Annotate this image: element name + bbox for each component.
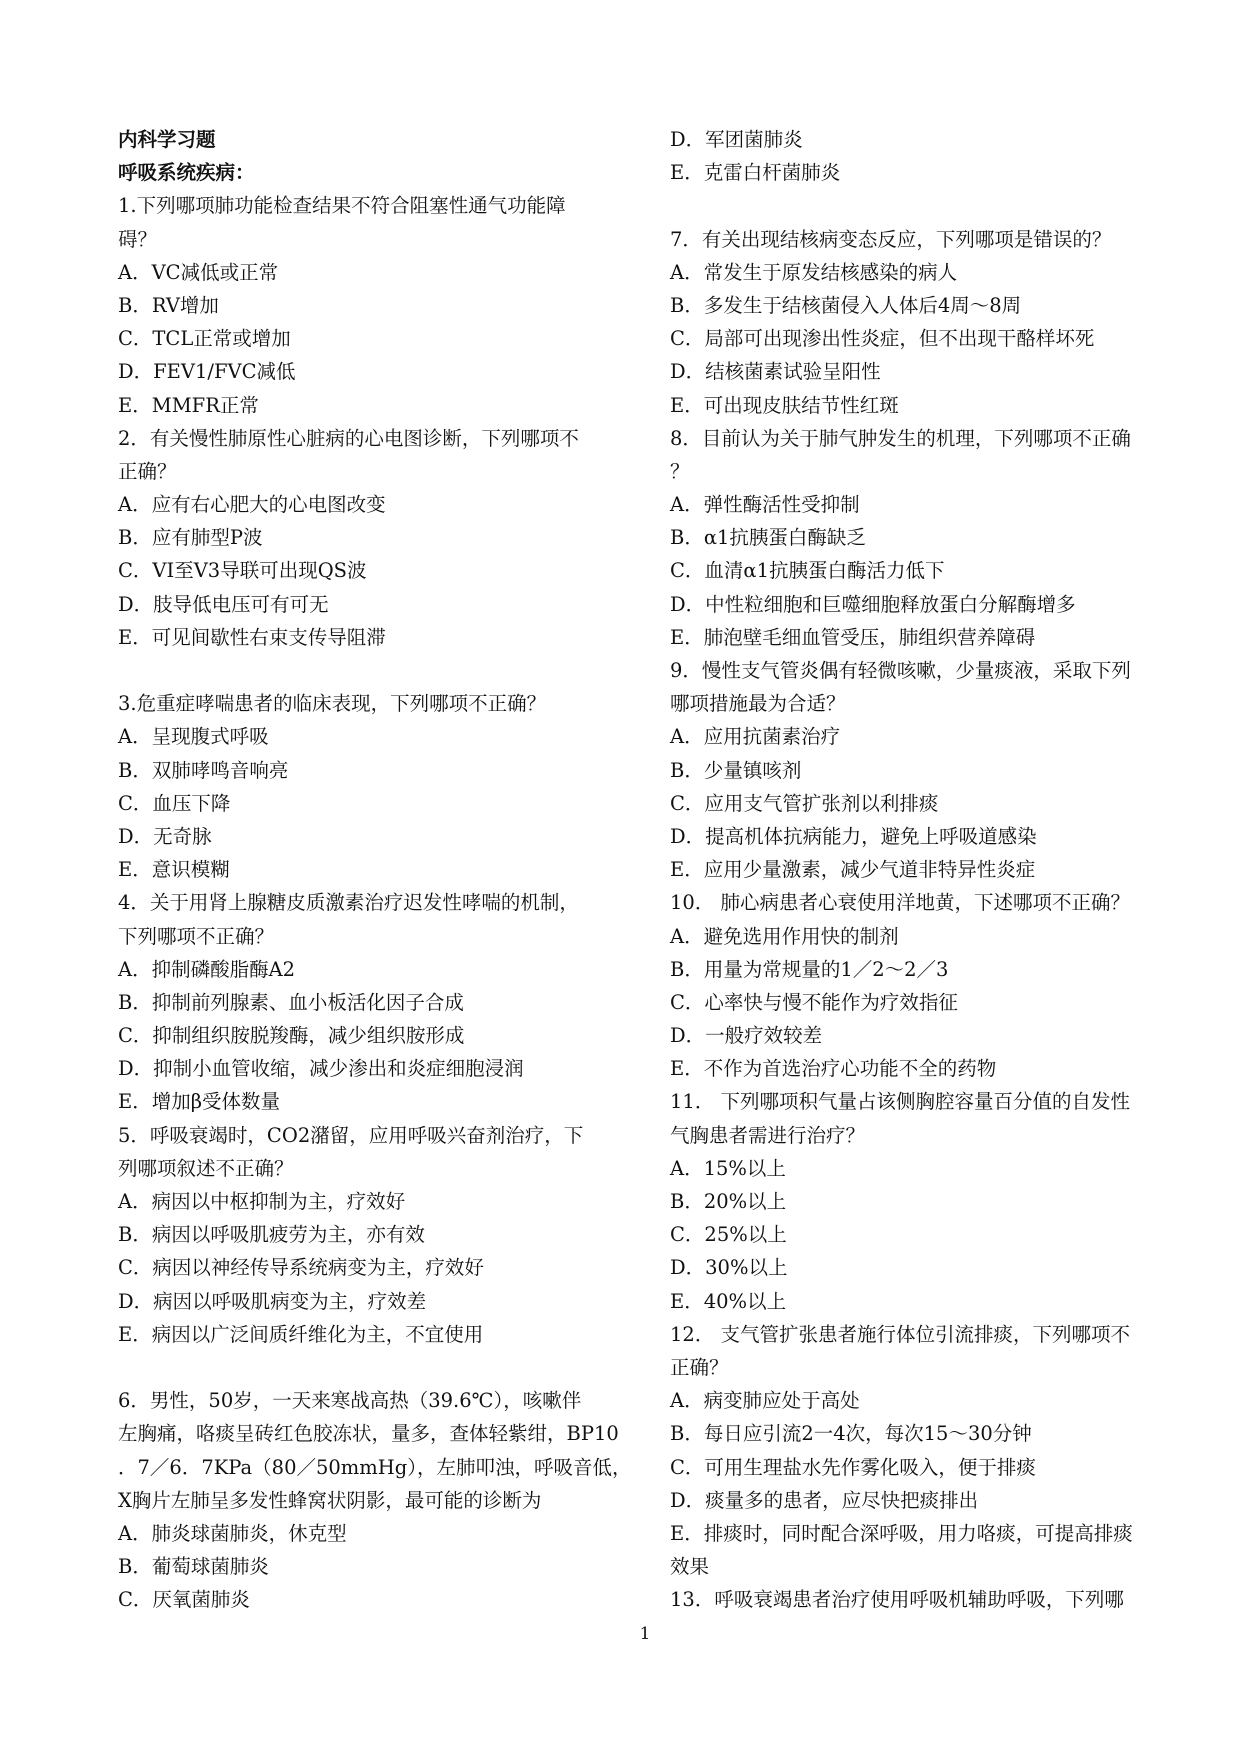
- question-stem: X胸片左肺呈多发性蜂窝状阴影，最可能的诊断为: [118, 1488, 542, 1512]
- question-1: [118, 189, 638, 421]
- option-e-continued: 效果: [670, 1555, 710, 1579]
- option-d: D．军团菌肺炎: [670, 128, 803, 151]
- question-stem: 10． 肺心病患者心衰使用洋地黄，下述哪项不正确？: [670, 891, 1131, 915]
- question-stem: 列哪项叙述不正确？: [118, 1156, 294, 1180]
- option-b: B．少量镇咳剂: [670, 758, 802, 782]
- spacer: [118, 654, 638, 687]
- option-c: C．血压下降: [118, 791, 231, 815]
- option-a: A．避免选用作用快的制剂: [670, 924, 899, 948]
- question-3: [118, 687, 638, 886]
- page-number: 1: [639, 1624, 651, 1644]
- option-d: D．30%以上: [670, 1256, 788, 1280]
- option-a: A．应有右心肥大的心电图改变: [118, 493, 386, 517]
- option-e: E．增加β受体数量: [118, 1090, 281, 1114]
- question-stem: 碍？: [118, 227, 158, 251]
- question-13: [670, 1583, 1190, 1616]
- option-c: C．局部可出现渗出性炎症，但不出现干酪样坏死: [670, 327, 1095, 351]
- question-10: [670, 886, 1190, 1085]
- option-d: D．结核菌素试验呈阳性: [670, 360, 881, 384]
- option-e: E．克雷白杆菌肺炎: [670, 161, 841, 185]
- question-stem: 哪项措施最为合适？: [670, 692, 846, 716]
- option-b: B．RV增加: [118, 293, 219, 317]
- question-stem: 9．慢性支气管炎偶有轻微咳嗽，少量痰液，采取下列: [670, 659, 1131, 682]
- document-title: 内科学习题: [118, 128, 216, 151]
- option-d: D．FEV1/FVC减低: [118, 360, 296, 384]
- question-stem: 正确？: [118, 459, 177, 483]
- question-stem: 8．目前认为关于肺气肿发生的机理，下列哪项不正确: [670, 426, 1131, 450]
- question-stem: 5．呼吸衰竭时，CO2潴留，应用呼吸兴奋剂治疗，下: [118, 1123, 584, 1147]
- option-e: E．可出现皮肤结节性红斑: [670, 393, 899, 417]
- question-stem: 2．有关慢性肺原性心脏病的心电图诊断，下列哪项不: [118, 426, 579, 450]
- option-b: B．病因以呼吸肌疲劳为主，亦有效: [118, 1223, 425, 1247]
- question-stem: 11． 下列哪项积气量占该侧胸腔容量百分值的自发性: [670, 1090, 1131, 1114]
- question-stem: 4．关于用肾上腺糖皮质激素治疗迟发性哮喘的机制，: [118, 891, 579, 915]
- option-b: B．葡萄球菌肺炎: [118, 1555, 269, 1579]
- option-c: C．抑制组织胺脱羧酶，减少组织胺形成: [118, 1024, 465, 1048]
- question-stem: 13．呼吸衰竭患者治疗使用呼吸机辅助呼吸，下列哪: [670, 1588, 1124, 1612]
- question-stem: 7．有关出现结核病变态反应，下列哪项是错误的？: [670, 227, 1112, 251]
- option-a: A．肺炎球菌肺炎，休克型: [118, 1521, 347, 1545]
- question-12: [670, 1318, 1190, 1584]
- section-heading: 呼吸系统疾病：: [118, 161, 255, 185]
- option-c: C．血清α1抗胰蛋白酶活力低下: [670, 559, 945, 583]
- option-e: E．病因以广泛间质纤维化为主，不宜使用: [118, 1322, 484, 1346]
- option-b: B．双肺哮鸣音响亮: [118, 758, 289, 782]
- option-a: A．VC减低或正常: [118, 260, 279, 284]
- option-b: B．多发生于结核菌侵入人体后4周～8周: [670, 293, 1022, 317]
- option-a: A．抑制磷酸脂酶A2: [118, 957, 296, 981]
- option-e: E．可见间歇性右束支传导阻滞: [118, 625, 386, 649]
- option-d: D．抑制小血管收缩，减少渗出和炎症细胞浸润: [118, 1057, 524, 1081]
- question-8: [670, 422, 1190, 654]
- option-d: D．病因以呼吸肌病变为主，疗效差: [118, 1289, 427, 1313]
- option-b: B．抑制前列腺素、血小板活化因子合成: [118, 990, 464, 1014]
- option-d: D．一般疗效较差: [670, 1024, 823, 1048]
- option-b: B．用量为常规量的1／2～2／3: [670, 957, 949, 981]
- question-7: [670, 223, 1190, 422]
- option-c: C．厌氧菌肺炎: [118, 1588, 250, 1612]
- option-c: C．VI至V3导联可出现QS波: [118, 559, 367, 583]
- option-b: B．20%以上: [670, 1190, 787, 1213]
- option-e: E．40%以上: [670, 1289, 787, 1313]
- question-stem: 左胸痛，咯痰呈砖红色胶冻状，量多，查体轻紫绀，BP10: [118, 1422, 619, 1446]
- question-11: [670, 1085, 1190, 1317]
- left-column: [118, 123, 638, 1616]
- question-stem: 下列哪项不正确？: [118, 924, 275, 948]
- right-column: [670, 123, 1190, 1616]
- option-c: C．病因以神经传导系统病变为主，疗效好: [118, 1256, 484, 1280]
- question-6-continued: [670, 123, 1190, 189]
- option-a: A．常发生于原发结核感染的病人: [670, 260, 958, 284]
- option-e: E．应用少量激素，减少气道非特异性炎症: [670, 858, 1036, 882]
- question-4: [118, 886, 638, 1118]
- spacer: [118, 1351, 638, 1384]
- question-stem: 6．男性，50岁，一天来寒战高热（39.6℃），咳嗽伴: [118, 1389, 582, 1413]
- option-c: C．心率快与慢不能作为疗效指征: [670, 990, 958, 1014]
- option-a: A．15%以上: [670, 1156, 786, 1180]
- option-d: D．痰量多的患者，应尽快把痰排出: [670, 1488, 979, 1512]
- option-c: C．25%以上: [670, 1223, 787, 1247]
- option-e: E．肺泡壁毛细血管受压，肺组织营养障碍: [670, 625, 1036, 649]
- option-a: A．弹性酶活性受抑制: [670, 493, 860, 517]
- option-a: A．病因以中枢抑制为主，疗效好: [118, 1190, 406, 1213]
- option-d: D．中性粒细胞和巨噬细胞释放蛋白分解酶增多: [670, 592, 1076, 616]
- option-a: A．应用抗菌素治疗: [670, 725, 841, 749]
- question-stem: ？: [670, 459, 690, 483]
- question-stem: 12． 支气管扩张患者施行体位引流排痰，下列哪项不: [670, 1322, 1131, 1346]
- option-c: C．应用支气管扩张剂以利排痰: [670, 791, 939, 815]
- question-stem: 气胸患者需进行治疗？: [670, 1123, 866, 1147]
- question-6: [118, 1384, 638, 1616]
- option-a: A．病变肺应处于高处: [670, 1389, 860, 1413]
- spacer: [670, 189, 1190, 222]
- option-d: D．无奇脉: [118, 824, 212, 848]
- option-a: A．呈现腹式呼吸: [118, 725, 269, 749]
- option-e: E．不作为首选治疗心功能不全的药物: [670, 1057, 997, 1081]
- option-d: D．肢导低电压可有可无: [118, 592, 329, 616]
- option-e: E．排痰时，同时配合深呼吸，用力咯痰，可提高排痰: [670, 1521, 1133, 1545]
- question-stem: ．7／6．7KPa（80／50mmHg），左肺叩浊，呼吸音低，: [118, 1455, 632, 1479]
- option-b: B．应有肺型P波: [118, 526, 263, 550]
- question-9: [670, 654, 1190, 886]
- option-b: B．每日应引流2一4次，每次15～30分钟: [670, 1422, 1032, 1446]
- option-b: B．α1抗胰蛋白酶缺乏: [670, 526, 866, 550]
- option-e: E．意识模糊: [118, 858, 230, 882]
- question-5: [118, 1119, 638, 1351]
- option-c: C．TCL正常或增加: [118, 327, 291, 351]
- question-stem: 1.下列哪项肺功能检查结果不符合阻塞性通气功能障: [118, 194, 566, 218]
- option-c: C．可用生理盐水先作雾化吸入，便于排痰: [670, 1455, 1036, 1479]
- option-e: E．MMFR正常: [118, 393, 259, 417]
- question-stem: 3.危重症哮喘患者的临床表现，下列哪项不正确？: [118, 692, 547, 716]
- option-d: D．提高机体抗病能力，避免上呼吸道感染: [670, 824, 1037, 848]
- question-stem: 正确？: [670, 1355, 729, 1379]
- question-2: [118, 422, 638, 654]
